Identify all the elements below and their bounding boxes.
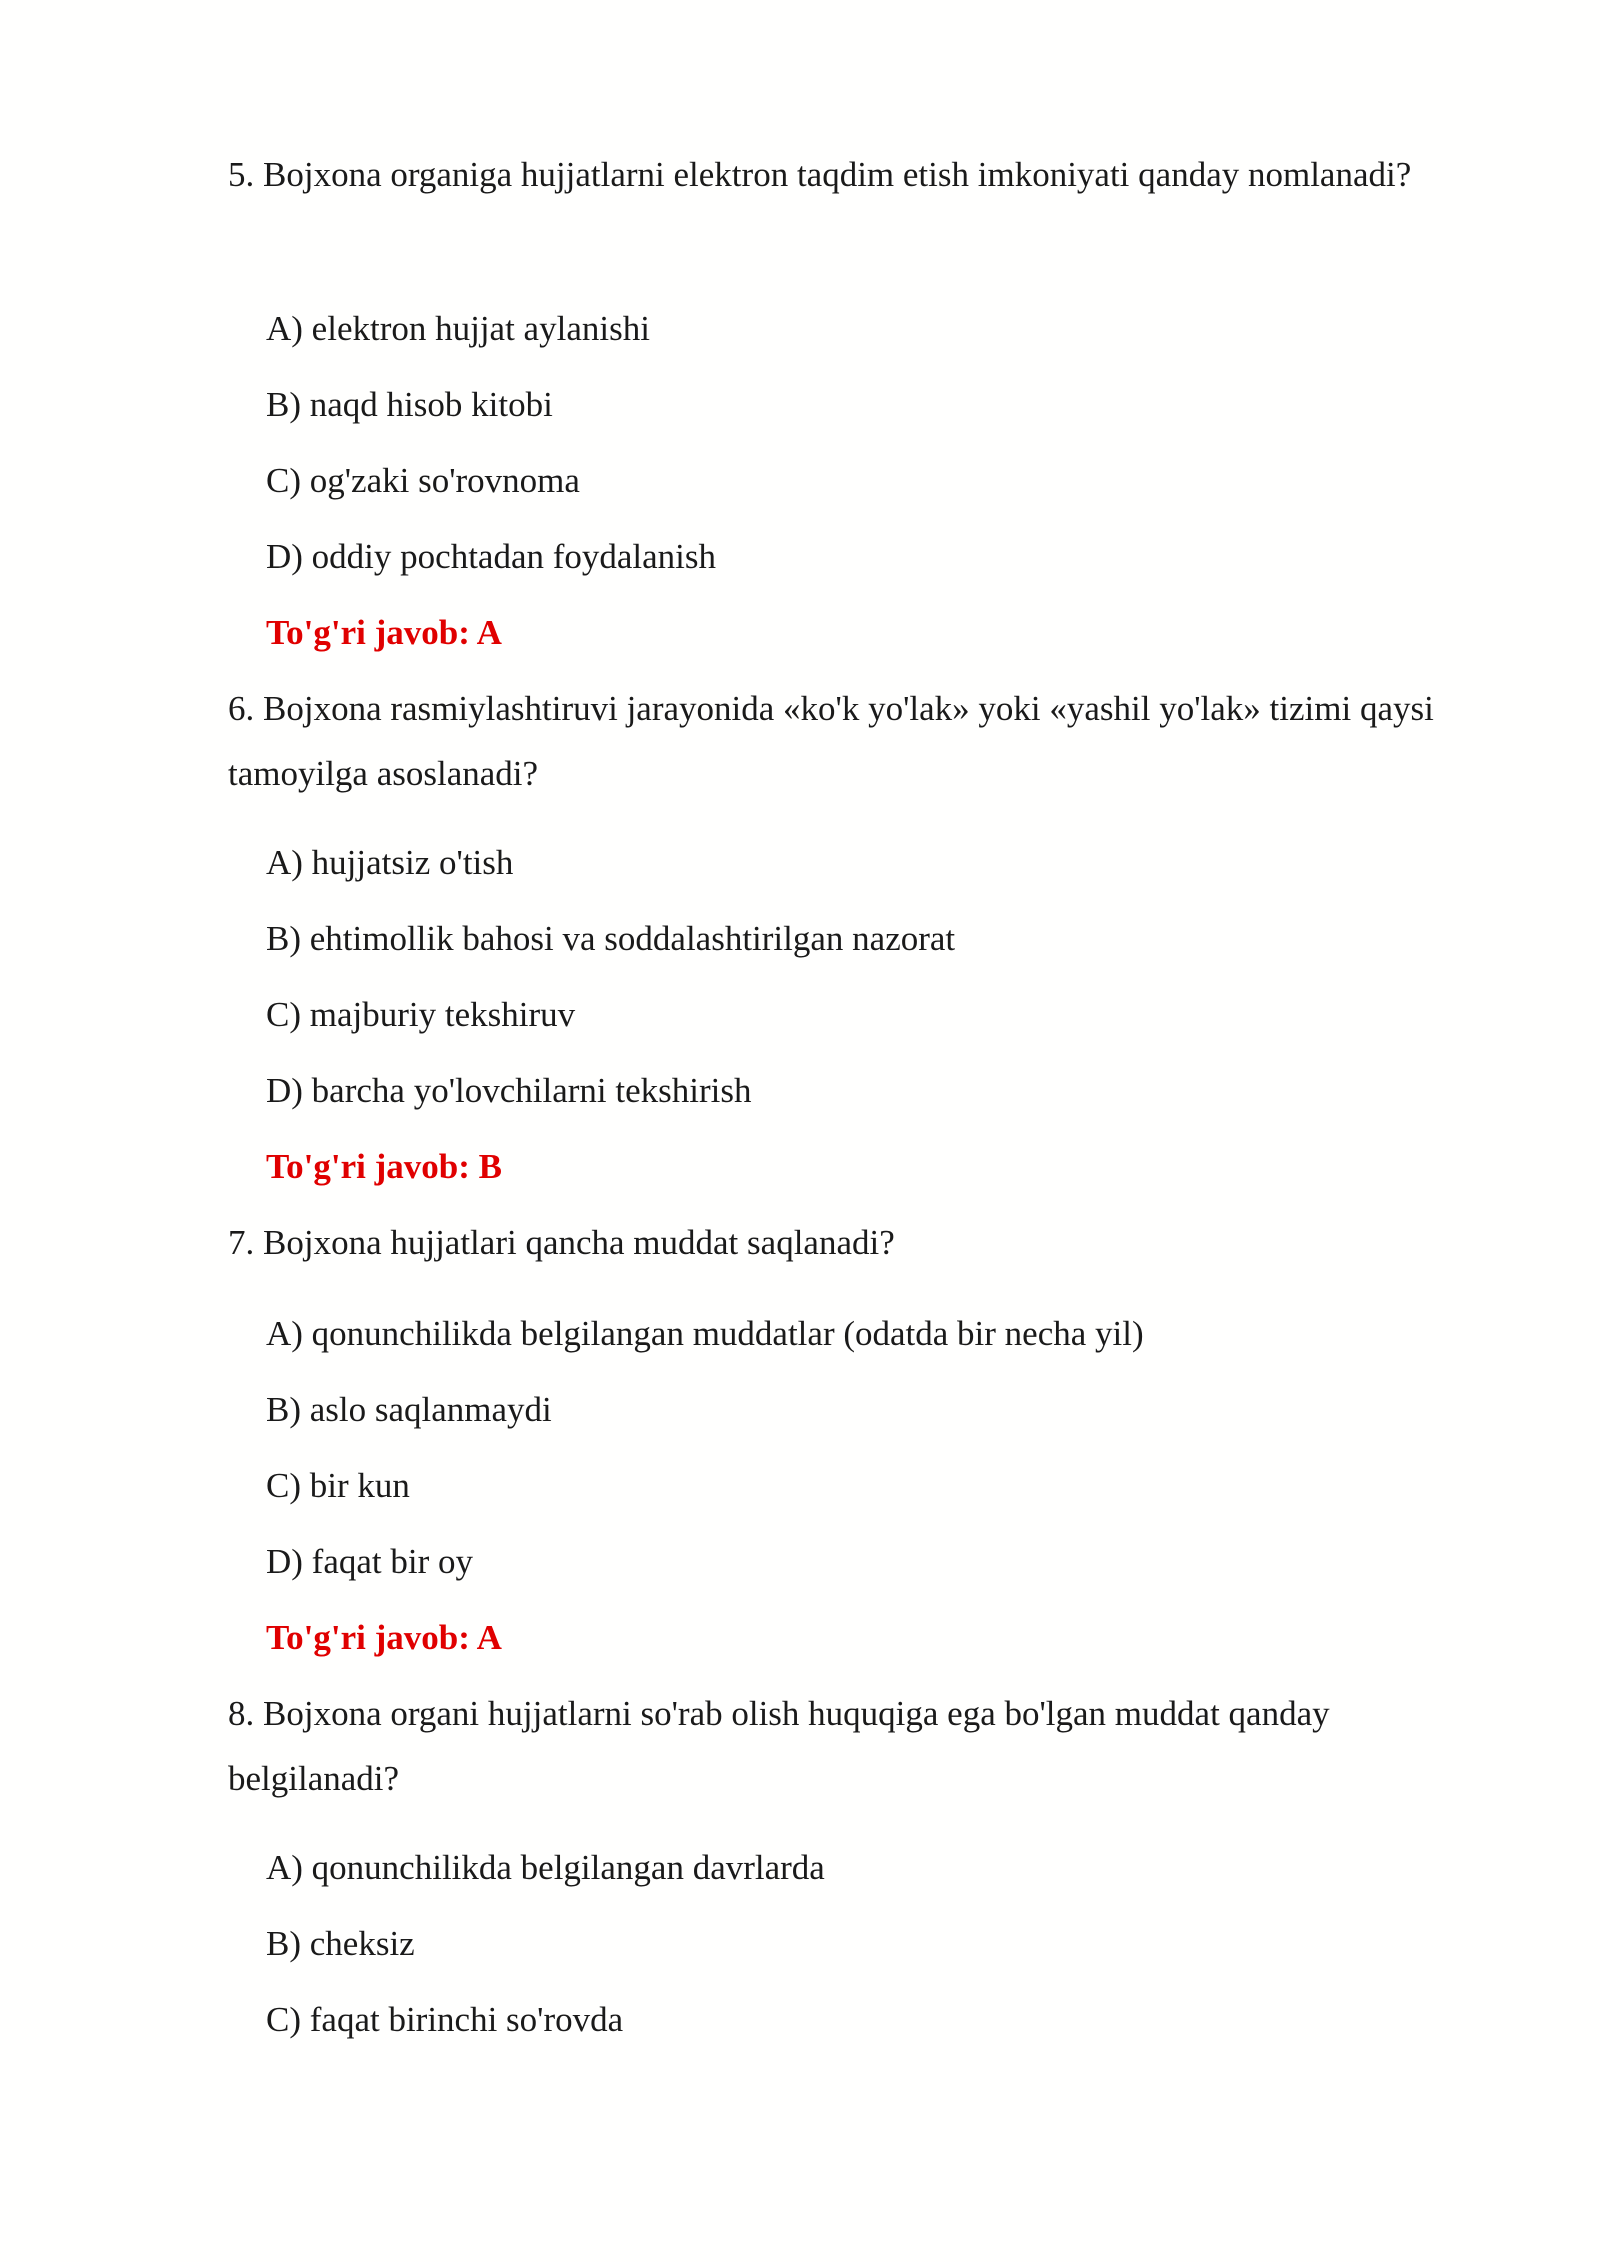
correct-answer: To'g'ri javob: B: [266, 1147, 502, 1186]
option-a: A) elektron hujjat aylanishi: [266, 309, 650, 348]
question-text: 7. Bojxona hujjatlari qancha muddat saqlanadi?: [228, 1223, 895, 1262]
option-a: A) qonunchilikda belgilangan davrlarda: [266, 1848, 825, 1887]
option-b: B) cheksiz: [266, 1924, 415, 1963]
option-c: C) majburiy tekshiruv: [266, 995, 576, 1034]
option-b: B) ehtimollik bahosi va soddalashtirilgan nazorat: [266, 919, 956, 958]
option-a: A) qonunchilikda belgilangan muddatlar (odatda bir necha yil): [266, 1314, 1144, 1353]
option-b: B) naqd hisob kitobi: [266, 385, 553, 424]
question-text: 5. Bojxona organiga hujjatlarni elektron taqdim etish imkoniyati qanday nomlanadi?: [228, 155, 1412, 194]
correct-answer: To'g'ri javob: A: [266, 613, 502, 652]
option-d: D) barcha yo'lovchilarni tekshirish: [266, 1071, 752, 1110]
question-text: 8. Bojxona organi hujjatlarni so'rab olish huquqiga ega bo'lgan muddat qanday belgilanadi?: [228, 1694, 1330, 1798]
option-c: C) og'zaki so'rovnoma: [266, 461, 580, 500]
correct-answer: To'g'ri javob: A: [266, 1618, 502, 1657]
option-a: A) hujjatsiz o'tish: [266, 843, 514, 882]
option-d: D) faqat bir oy: [266, 1542, 474, 1581]
question-text: 6. Bojxona rasmiylashtiruvi jarayonida «ko'k yo'lak» yoki «yashil yo'lak» tizimi qaysi tamoyilga asoslanadi?: [228, 689, 1434, 793]
option-c: C) faqat birinchi so'rovda: [266, 2000, 624, 2039]
option-c: C) bir kun: [266, 1466, 410, 1505]
option-d: D) oddiy pochtadan foydalanish: [266, 537, 717, 576]
option-b: B) aslo saqlanmaydi: [266, 1390, 552, 1429]
